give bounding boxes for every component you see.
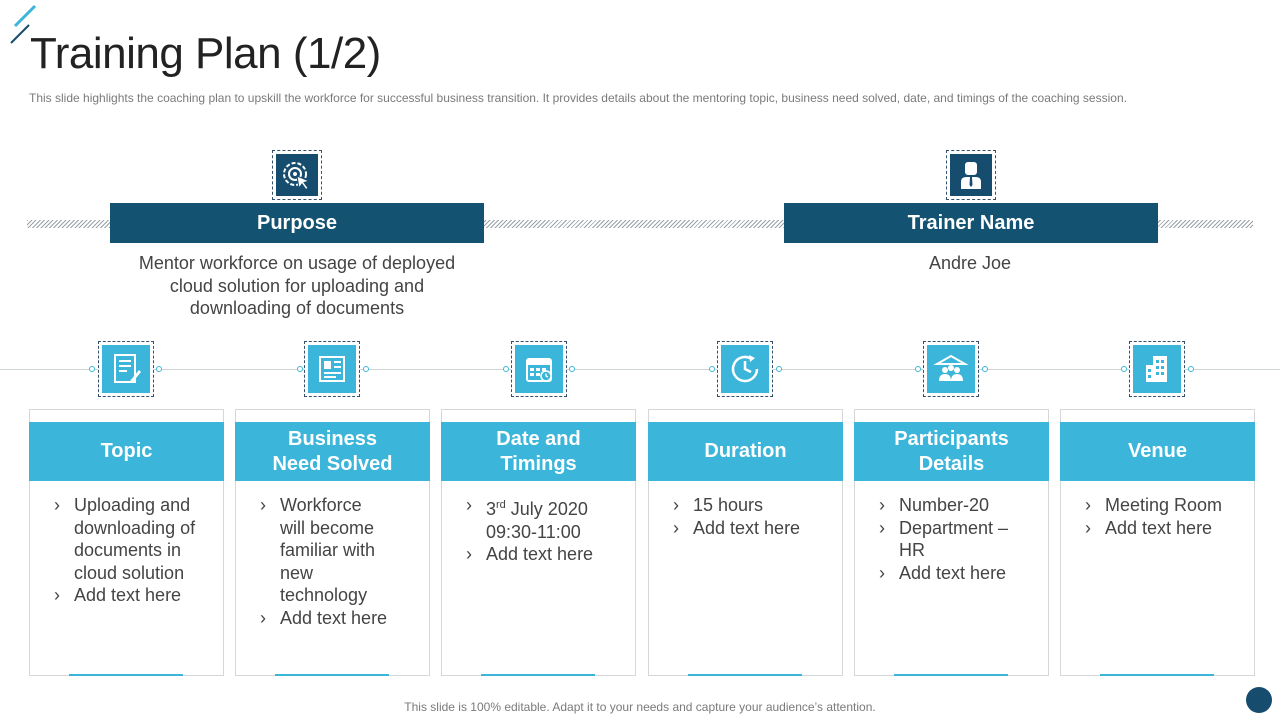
person-icon	[950, 154, 992, 196]
clock-icon	[721, 345, 769, 393]
building-icon	[1133, 345, 1181, 393]
page-marker-dot	[1246, 687, 1272, 713]
purpose-bar: Purpose	[110, 203, 484, 243]
card-bullet-list	[1085, 494, 1235, 539]
connector-node	[363, 366, 369, 372]
list-item: › Add text here	[879, 562, 1029, 585]
connector-node	[982, 366, 988, 372]
connector-node	[709, 366, 715, 372]
connector-node	[1188, 366, 1194, 372]
trainer-bar: Trainer Name	[784, 203, 1158, 243]
card-bullet-list	[54, 494, 204, 607]
purpose-icon-box	[272, 150, 322, 200]
card-bullet-list	[673, 494, 823, 539]
list-item: › Workforce will become familiar with new technology	[260, 494, 380, 607]
venue-icon-box	[1129, 341, 1185, 397]
connector-node	[297, 366, 303, 372]
duration-icon-box	[717, 341, 773, 397]
card-accent-line	[894, 674, 1008, 676]
list-item: › Number-20	[879, 494, 1029, 517]
card-heading: Duration	[648, 422, 843, 481]
topic-card	[29, 409, 224, 676]
business-need-icon-box	[304, 341, 360, 397]
connector-node	[1121, 366, 1127, 372]
card-accent-line	[1100, 674, 1214, 676]
connector-node	[569, 366, 575, 372]
card-bullet-list	[260, 494, 400, 629]
card-bullet-list	[879, 494, 1029, 584]
list-item: › Uploading and downloading of documents in cloud solution	[54, 494, 204, 584]
duration-card	[648, 409, 843, 676]
connector-node	[503, 366, 509, 372]
card-accent-line	[481, 674, 595, 676]
date-suffix: rd	[496, 499, 506, 511]
card-heading: Date and Timings	[441, 422, 636, 481]
list-item: › Add text here	[1085, 517, 1235, 540]
purpose-description: Mentor workforce on usage of deployed cloud solution for uploading and downloading of documents	[138, 253, 456, 318]
connector-node	[156, 366, 162, 372]
page-title: Training Plan (1/2)	[30, 29, 381, 78]
connector-node	[915, 366, 921, 372]
topic-icon-box	[98, 341, 154, 397]
business-need-card	[235, 409, 430, 676]
time-range: 09:30-11:00	[486, 521, 581, 542]
venue-card	[1060, 409, 1255, 676]
card-accent-line	[688, 674, 802, 676]
list-item: › Add text here	[466, 543, 616, 566]
list-item: › Add text here	[54, 584, 204, 607]
card-heading: Topic	[29, 422, 224, 481]
card-accent-line	[275, 674, 389, 676]
target-cursor-icon	[276, 154, 318, 196]
list-item: › Department – HR	[879, 517, 1017, 562]
participants-card	[854, 409, 1049, 676]
list-item: › Add text here	[260, 607, 400, 630]
trainer-name-value: Andre Joe	[928, 253, 1012, 273]
footer-note: This slide is 100% editable. Adapt it to your needs and capture your audience’s attention.	[404, 700, 876, 714]
list-item: › Add text here	[673, 517, 823, 540]
trainer-icon-box	[946, 150, 996, 200]
card-accent-line	[69, 674, 183, 676]
date-month-year: July 2020	[505, 499, 588, 519]
card-heading: Venue	[1060, 422, 1255, 481]
blueprint-icon	[308, 345, 356, 393]
card-bullet-list	[466, 494, 616, 566]
list-item: › 15 hours	[673, 494, 823, 517]
participants-icon-box	[923, 341, 979, 397]
list-item: › Meeting Room	[1085, 494, 1235, 517]
document-icon	[102, 345, 150, 393]
card-heading: Business Need Solved	[235, 422, 430, 481]
date-icon-box	[511, 341, 567, 397]
group-icon	[927, 345, 975, 393]
page-subtitle: This slide highlights the coaching plan to upskill the workforce for successful business transition. It provides details about the mentoring topic, business need solved, date, and timings of the coaching session.	[29, 91, 1127, 105]
connector-node	[776, 366, 782, 372]
calendar-icon	[515, 345, 563, 393]
list-item-date	[466, 494, 616, 543]
icon-connector-line	[0, 369, 1280, 370]
date-timings-card	[441, 409, 636, 676]
date-day: 3	[486, 499, 497, 519]
connector-node	[89, 366, 95, 372]
card-heading: Participants Details	[854, 422, 1049, 481]
